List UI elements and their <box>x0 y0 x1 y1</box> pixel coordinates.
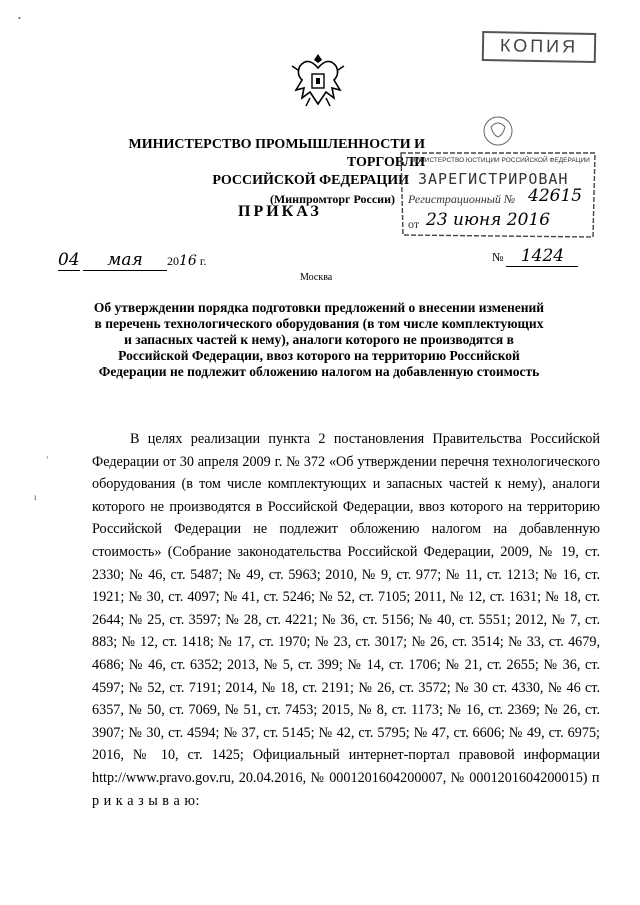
number-value: 1424 <box>506 246 578 267</box>
ministry-name-line2: РОССИЙСКОЙ ФЕДЕРАЦИИ <box>212 173 409 188</box>
document-title: Об утверждении порядка подготовки предложений о внесении изменений в перечень технологического оборудования (в том числе комплектующих и запасных частей к нему), аналоги которого не производятся в Российской Федерации, ввоз которого на территорию Российской Федерации не подлежит обложению налогом на добавленную стоимость <box>93 300 545 379</box>
date-year-prefix: 20 <box>167 254 179 268</box>
coat-of-arms-icon <box>288 48 348 110</box>
scan-mark: ʼ <box>46 455 49 464</box>
registration-number-label: Регистрационный № <box>408 192 516 206</box>
body-paragraph <box>92 428 600 812</box>
ministry-header <box>120 136 425 208</box>
date-month: мая <box>83 250 167 271</box>
number-prefix: № <box>492 250 504 264</box>
order-date <box>58 250 218 271</box>
registration-label: ЗАРЕГИСТРИРОВАН <box>418 170 569 188</box>
city: Москва <box>300 272 333 283</box>
body-text: В целях реализации пункта 2 постановления Правительства Российской Федерации от 30 апреля 2009 г. № 372 «Об утверждении перечня технологического оборудования (в том числе комплектующих и запасных частей к нему), аналоги которого не производятся в Российской Федерации, ввоз которого на территорию Российской Федерации не подлежит обложению налогом на добавленную стоимость» (Собрание законодательства Российской Федерации, 2009, № 19, ст. 2330; № 46, ст. 5487; № 49, ст. 5963; 2010, № 9, ст. 977; № 11, ст. 1213; № 16, ст. 1921; № 30, ст. 4097; № 41, ст. 5246; № 52, ст. 7105; 2011, № 12, ст. 1631; № 18, ст. 2644; № 25, ст. 3597; № 28, ст. 4221; № 36, ст. 5156; № 40, ст. 5551; 2012, № 7, ст. 883; № 12, ст. 1418; № 17, ст. 1970; № 23, ст. 3017; № 26, ст. 3514; № 33, ст. 4679, 4686; № 46, ст. 6352; 2013, № 5, ст. 399; № 14, ст. 1706; № 21, ст. 2655; № 36, ст. 4597; № 52, ст. 7191; 2014, № 18, ст. 2191; № 26, ст. 3572; № 30 ст. 4330, № 46 ст. 6357, № 50, ст. 7069, № 51, ст. 7453; 2015, № 8, ст. 1173; № 16, ст. 2369; № 26, ст. 3907; № 30, ст. 4594; № 37, ст. 5145; № 42, ст. 5795; № 47, ст. 6606; № 49, ст. 6975; 2016, № 10, ст. 1425; Официальный интернет-портал правовой информации http://www.pravo.gov.ru, 20.04.2016, № 0001201604200007, № 0001201604200015) <box>92 431 600 786</box>
date-year: 16 <box>179 253 197 269</box>
registration-from-label: от <box>408 217 420 231</box>
ministry-name-line1: МИНИСТЕРСТВО ПРОМЫШЛЕННОСТИ И ТОРГОВЛИ <box>128 137 425 170</box>
scan-mark: • <box>18 14 21 23</box>
order-word: п р и к а з ы в а ю: <box>92 769 600 809</box>
document-type: ПРИКАЗ <box>238 203 322 220</box>
date-day: 04 <box>58 250 80 270</box>
date-suffix: г. <box>199 254 207 268</box>
ministry-abbreviation: (Минпромторг России) <box>269 192 395 206</box>
registration-date: 23 июня 2016 <box>426 210 551 230</box>
registration-number: 42615 <box>528 186 583 206</box>
order-number <box>492 246 602 267</box>
registration-agency: МИНИСТЕРСТВО ЮСТИЦИИ РОССИЙСКОЙ ФЕДЕРАЦИИ <box>410 157 590 164</box>
copy-stamp: КОПИЯ <box>482 31 597 63</box>
scan-mark: ı <box>34 492 37 502</box>
